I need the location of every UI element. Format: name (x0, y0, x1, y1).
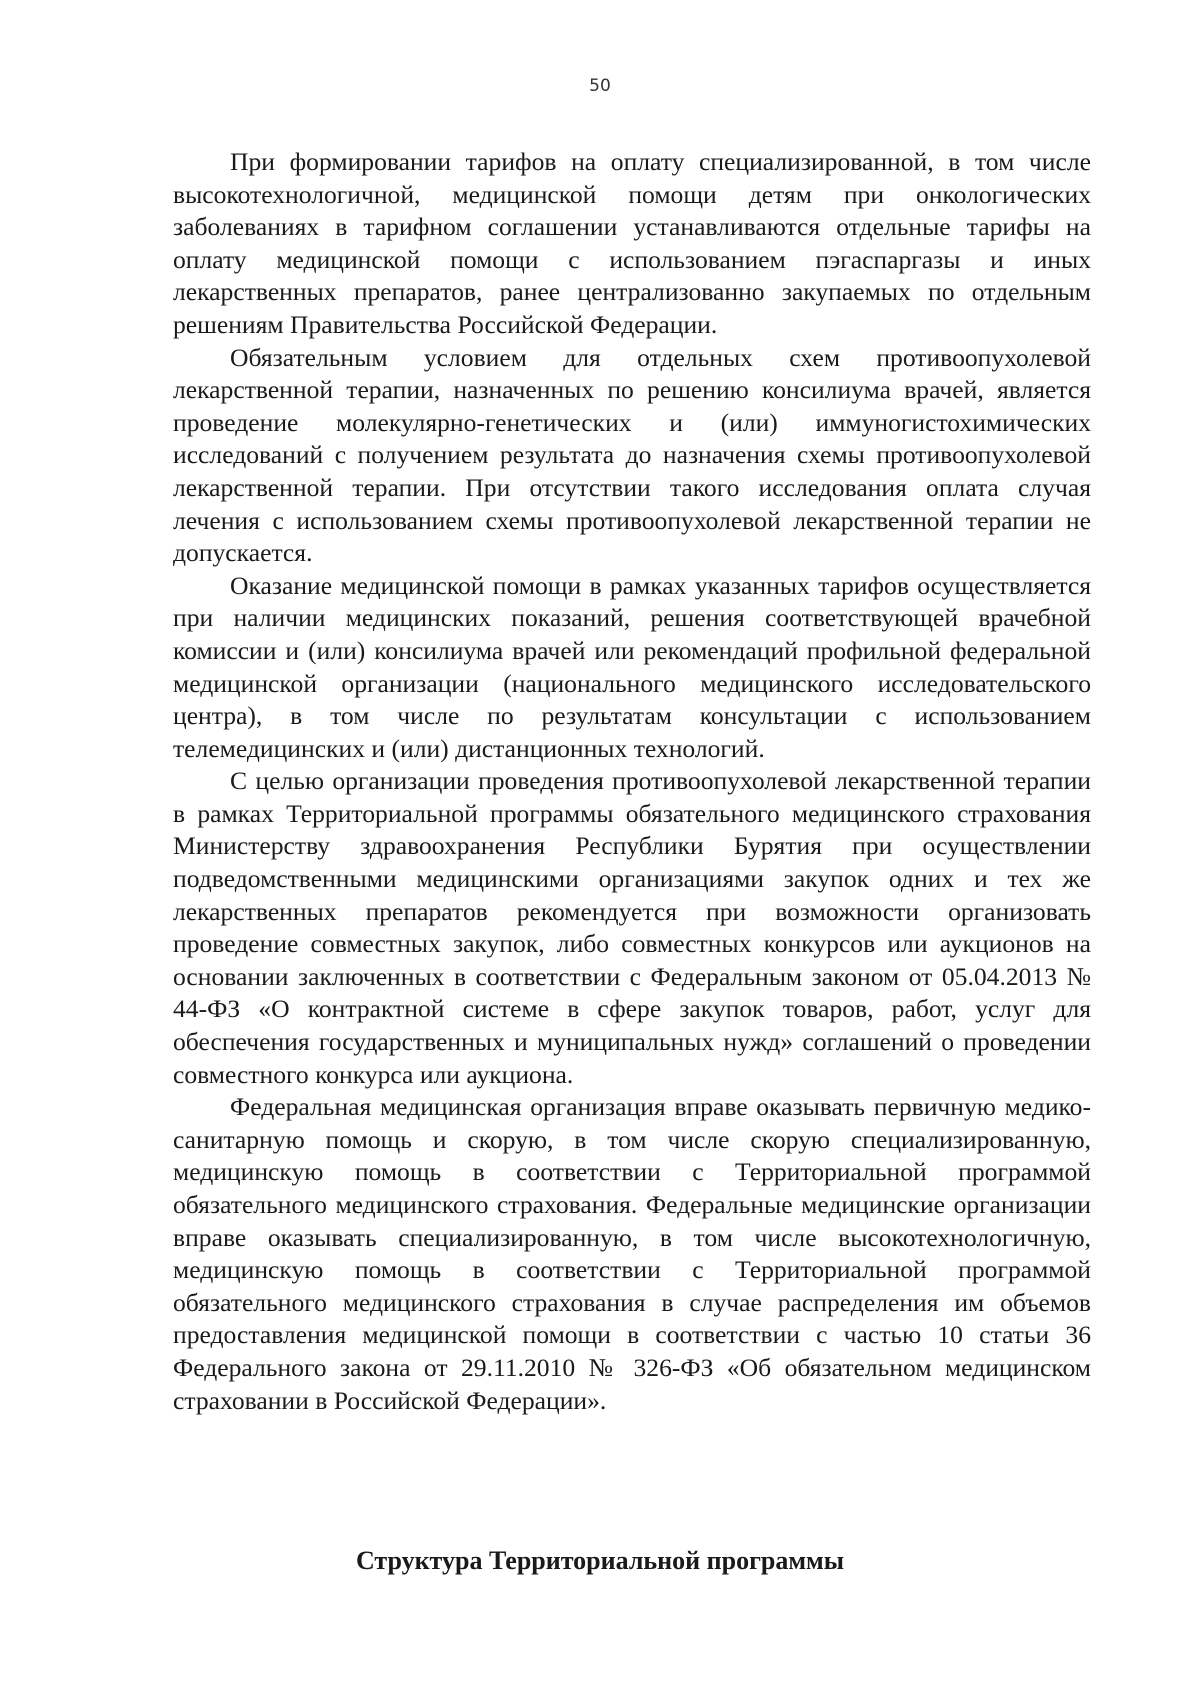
paragraph-federal-organization: Федеральная медицинская организация вправе оказывать первичную медико-санитарную помощь и скорую, в том числе скорую специализированную, медицинскую помощь в соответствии с Территориальной программой обязательного медицинского страхования. Федеральные медицинские организации вправе оказывать специализированную, в том числе высокотехнологичную, медицинскую помощь в соответствии с Территориальной программой обязательного медицинского страхования в случае распределения им объемов предоставления медицинской помощи в соответствии с частью 10 статьи 36 Федерального закона от 29.11.2010 № 326-ФЗ «Об обязательном медицинском страховании в Российской Федерации». (173, 1092, 1091, 1415)
paragraph-joint-procurement: С целью организации проведения противоопухолевой лекарственной терапии в рамках Территориальной программы обязательного медицинского страхования Министерству здравоохранения Республики Бурятия при осуществлении подведомственными медицинскими организациями закупок одних и тех же лекарственных препаратов рекомендуется при возможности организовать проведение совместных закупок, либо совместных конкурсов или аукционов на основании заключенных в соответствии с Федеральным законом от 05.04.2013 № 44-ФЗ «О контрактной системе в сфере закупок товаров, работ, услуг для обеспечения государственных и муниципальных нужд» соглашений о проведении совместного конкурса или аукциона. (173, 766, 1091, 1089)
section-heading: Структура Территориальной программы (355, 1546, 845, 1575)
paragraph-tariffs-oncology: При формировании тарифов на оплату специализированной, в том числе высокотехнологичной, медицинской помощи детям при онкологических заболеваниях в тарифном соглашении устанавливаются отдельные тарифы на оплату медицинской помощи с использованием пэгаспаргазы и иных лекарственных препаратов, ранее централизованно закупаемых по отдельным решениям Правительства Российской Федерации. (173, 147, 1091, 339)
body-text (173, 146, 1091, 1417)
paragraph-care-provision: Оказание медицинской помощи в рамках указанных тарифов осуществляется при наличии медицинских показаний, решения соответствующей врачебной комиссии и (или) консилиума врачей или рекомендаций профильной федеральной медицинской организации (национального медицинского исследовательского центра), в том числе по результатам консультации с использованием телемедицинских и (или) дистанционных технологий. (173, 570, 1091, 763)
paragraph-mandatory-condition: Обязательным условием для отдельных схем противоопухолевой лекарственной терапии, назначенных по решению консилиума врачей, является проведение молекулярно-генетических и (или) иммуногистохимических исследований с получением результата до назначения схемы противоопухолевой лекарственной терапии. При отсутствии такого исследования оплата случая лечения с использованием схемы противоопухолевой лекарственной терапии не допускается. (173, 342, 1091, 568)
page-number: 50 (589, 76, 611, 96)
